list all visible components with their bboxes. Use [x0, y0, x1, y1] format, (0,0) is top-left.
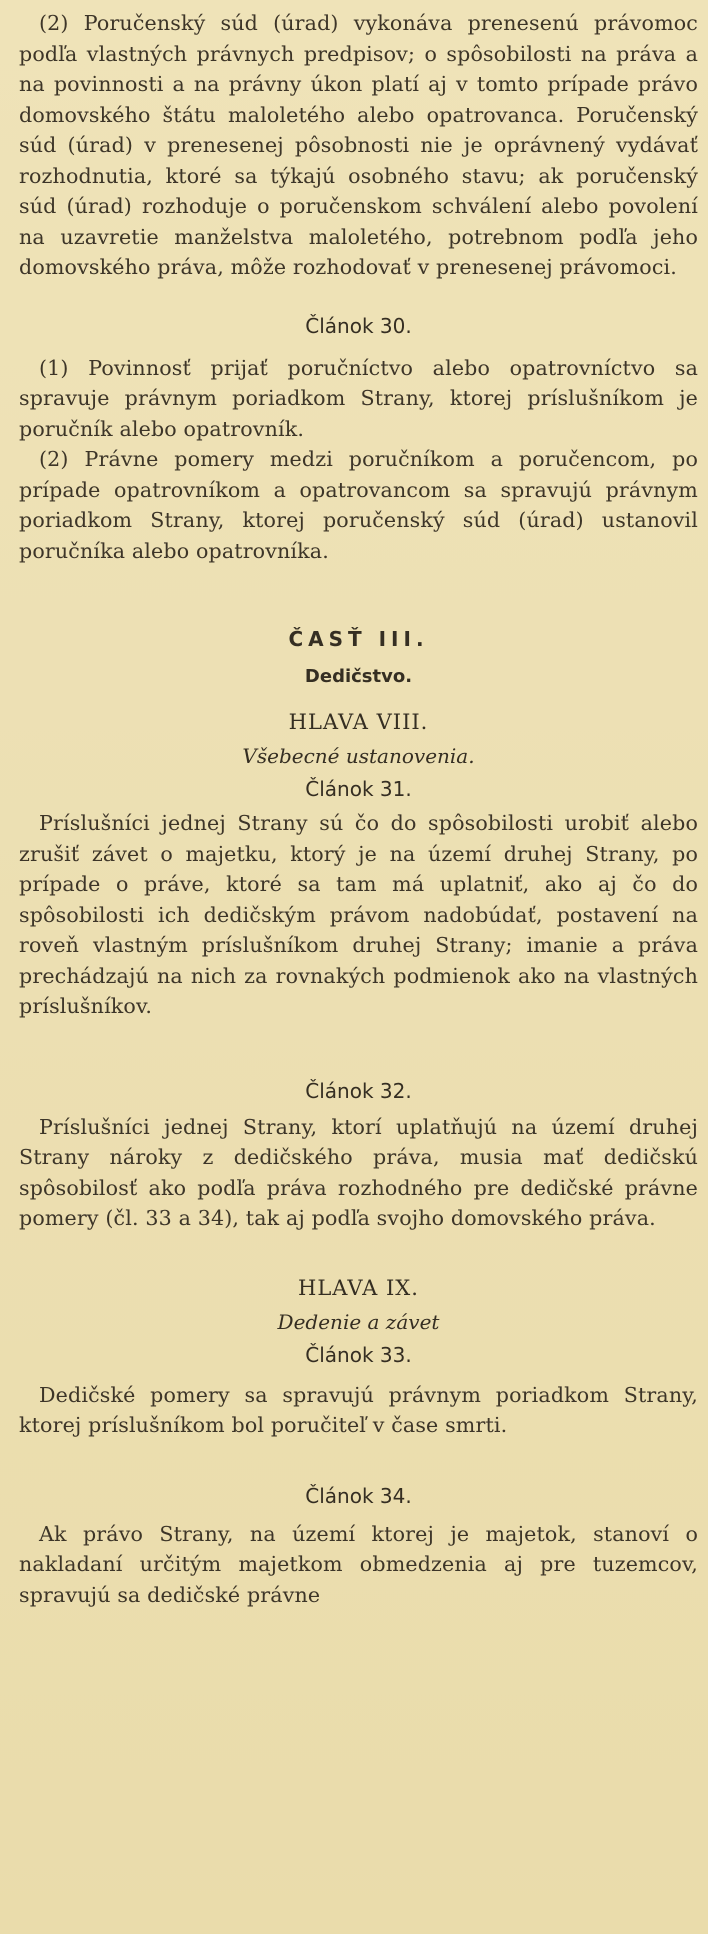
paragraph-art31: Príslušníci jednej Strany sú čo do spôsobilosti urobiť alebo zrušiť závet o majetku, ktorý je na území druhej Strany, po prípade o práve, ktoré sa tam má uplatniť, ako aj čo do spôsobilosti ich dedičským právom nadobúdať, postavení na roveň vlastným príslušníkom druhej Strany; imanie a práva prechádzajú na nich za rovnakých podmienok ako na vlastných príslušníkov.: [19, 811, 698, 1018]
chapter-subtitle-8: Všebecné ustanovenia.: [242, 744, 475, 768]
paragraph-art34: Ak právo Strany, na území ktorej je majetok, stanoví o nakladaní určitým majetkom obmedzenia aj pre tuzemcov, spravujú sa dedičské právne: [19, 1521, 698, 1607]
paragraph-art30-2: (2) Právne pomery medzi poručníkom a poručencom, po prípade opatrovníkom a opatrovancom sa spravujú právnym poriadkom Strany, ktorej poručenský súd (úrad) ustanovil poručníka alebo opatrovníka.: [19, 447, 698, 563]
chapter-heading-9: HLAVA IX.: [298, 1275, 419, 1300]
chapter-subtitle-9: Dedenie a závet: [277, 1309, 440, 1334]
article-heading-33: Článok 33.: [305, 1342, 412, 1367]
part-subtitle: Dedičstvo.: [304, 666, 413, 687]
article-heading-32: Článok 32.: [305, 1078, 412, 1103]
paragraph-art29-2: (2) Poručenský súd (úrad) vykonáva prenesenú právomoc podľa vlastných právnych predpisov; o spôsobilosti na práva a na povinnosti a na právny úkon platí aj v tomto prípade právo domovského štátu maloletého alebo opatrovanca. Poručenský súd (úrad) v prenesenej pôsobnosti nie je oprávnený vydávať rozhodnutia, ktoré sa týkajú osobného stavu; ak poručenský súd (úrad) rozhoduje o poručenskom schválení alebo povolení na uzavretie manželstva maloletého, potrebnom podľa jeho domovského práva, môže rozhodovať v prenesenej právomoci.: [19, 11, 698, 279]
article-heading-34: Článok 34.: [305, 1483, 412, 1508]
chapter-heading-8: HLAVA VIII.: [288, 710, 429, 734]
paragraph-art33: Dedičské pomery sa spravujú právnym poriadkom Strany, ktorej príslušníkom bol poručiteľ v čase smrti.: [19, 1382, 698, 1437]
article-heading-31: Článok 31.: [305, 777, 412, 801]
article-heading-30: Článok 30.: [305, 313, 412, 338]
part-heading: ČASŤ III.: [288, 627, 429, 651]
paragraph-art32: Príslušníci jednej Strany, ktorí uplatňujú na území druhej Strany nároky z dedičského práva, musia mať dedičskú spôsobilosť ako podľa práva rozhodného pre dedičské právne pomery (čl. 33 a 34), tak aj podľa svojho domovského práva.: [19, 1114, 698, 1230]
paragraph-art30-1: (1) Povinnosť prijať poručníctvo alebo opatrovníctvo sa spravuje právnym poriadkom Strany, ktorej príslušníkom je poručník alebo opatrovník.: [19, 355, 698, 441]
